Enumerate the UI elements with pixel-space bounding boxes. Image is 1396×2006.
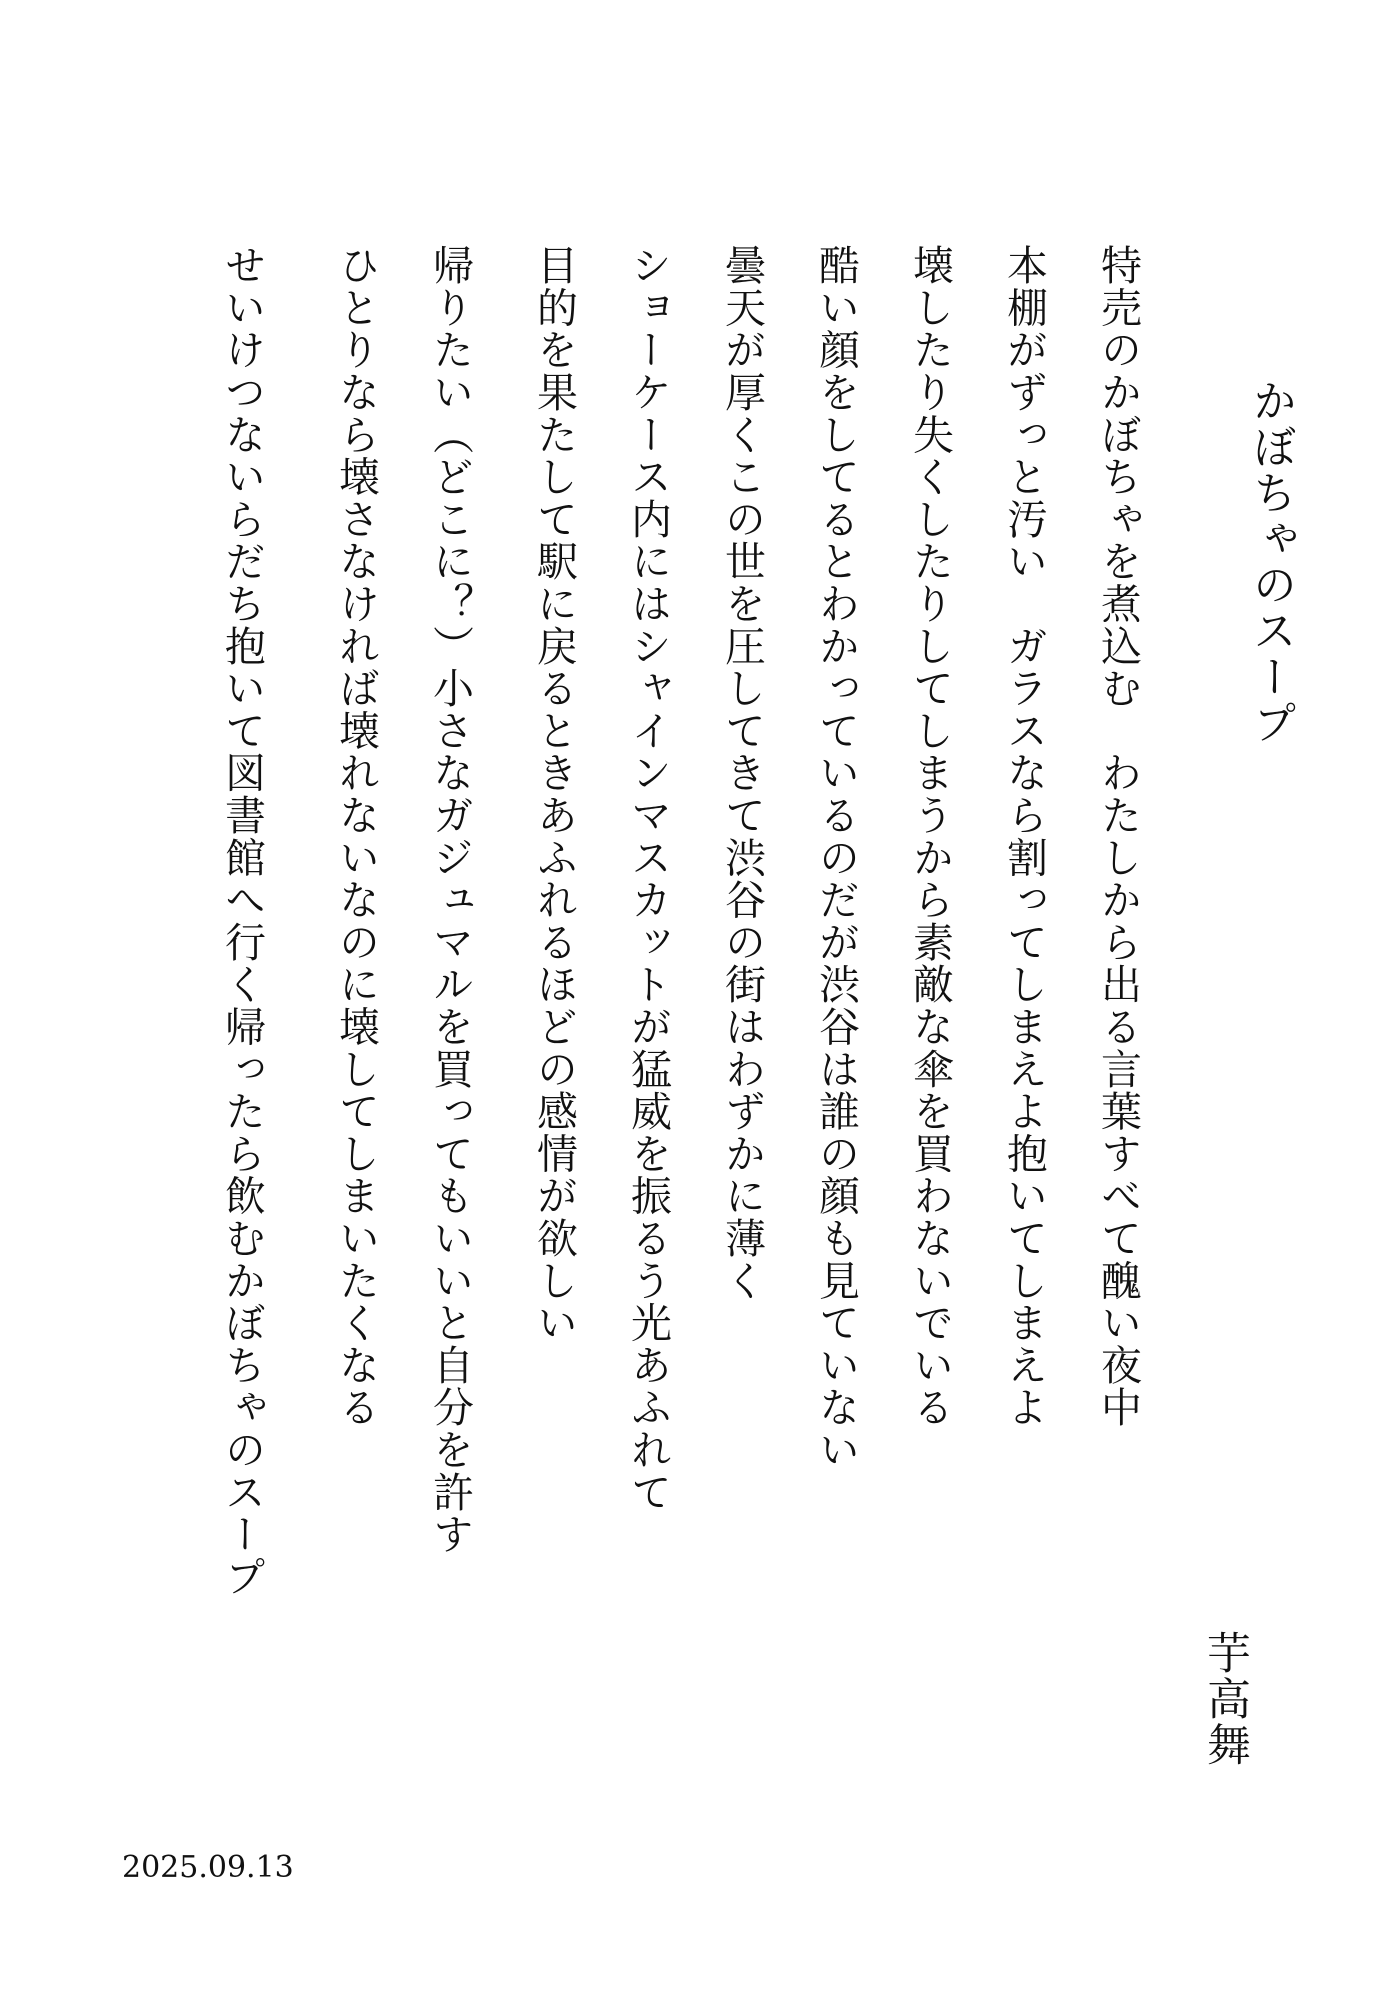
poem-line-10: せいけつないらだち抱いて図書館へ行く帰ったら飲むかぼちゃのスープ — [218, 244, 266, 1598]
date-label: 2025.09.13 — [122, 1850, 294, 1885]
poem-line-6: ショーケース内にはシャインマスカットが猛威を振るう光あふれて — [624, 244, 672, 1513]
poem-line-4: 酷い顔をしてるとわかっているのだが渋谷は誰の顔も見ていない — [812, 244, 860, 1471]
poem-line-5: 曇天が厚くこの世を圧してきて渋谷の街はわずかに薄く — [718, 244, 766, 1302]
poem-line-2: 本棚がずっと汚い ガラスなら割ってしまえよ抱いてしまえよ — [1000, 244, 1048, 1429]
poem-line-1: 特売のかぼちゃを煮込む わたしから出る言葉すべて醜い夜中 — [1094, 244, 1142, 1429]
poem-line-8: 帰りたい（どこに？）小さなガジュマルを買ってもいいと自分を許す — [426, 244, 474, 1556]
author-name: 芋高舞 — [1199, 1630, 1250, 1768]
poem-line-7: 目的を果たして駅に戻るときあふれるほどの感情が欲しい — [530, 244, 578, 1344]
poem-line-9: ひとりなら壊さなければ壊れないなのに壊してしまいたくなる — [332, 244, 380, 1429]
poem-title: かぼちゃのスープ — [1245, 378, 1296, 746]
poem-line-3: 壊したり失くしたりしてしまうから素敵な傘を買わないでいる — [906, 244, 954, 1429]
